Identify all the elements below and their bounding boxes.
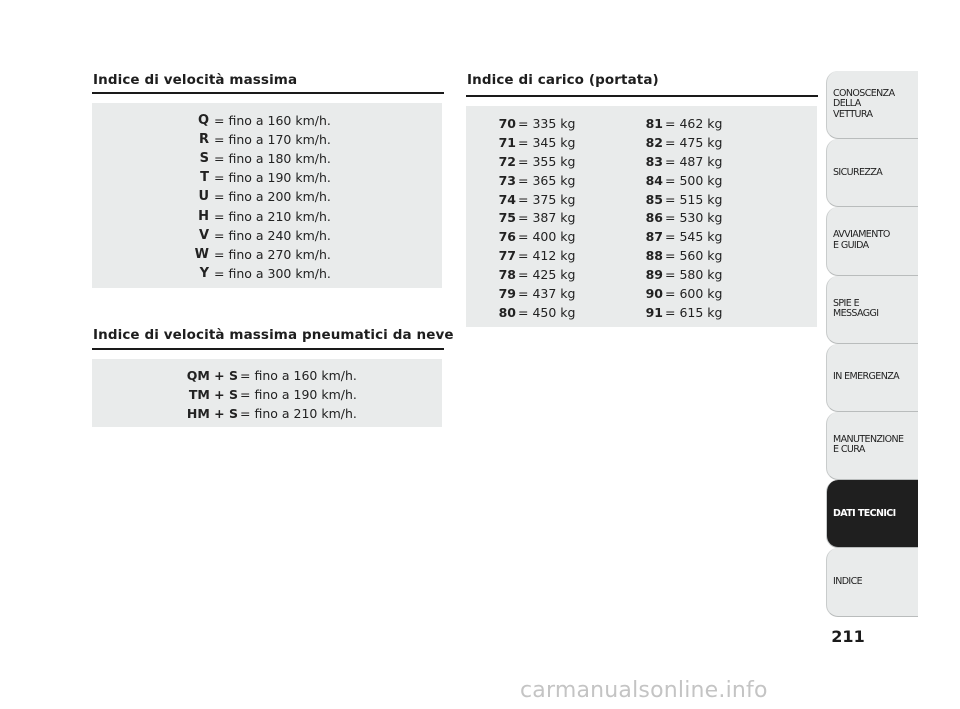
- speed-index-row: [92, 113, 442, 131]
- speed-index-row: [92, 132, 442, 150]
- load-index-row: [647, 192, 767, 211]
- load-index-row: [647, 229, 767, 248]
- snow-code: TM + S: [188, 387, 238, 402]
- speed-code: W: [194, 246, 209, 262]
- load-index-row: [500, 248, 620, 267]
- watermark: carmanualsonline.info: [520, 678, 768, 703]
- load-value: = 345 kg: [518, 134, 576, 150]
- load-index-title: Indice di carico (portata): [467, 72, 659, 88]
- speed-value: = fino a 160 km/h.: [214, 113, 331, 128]
- load-code: 84: [645, 172, 663, 188]
- speed-value: = fino a 170 km/h.: [214, 132, 331, 148]
- load-value: = 437 kg: [518, 286, 576, 302]
- load-index-row: [647, 286, 767, 305]
- chapter-tab-spie-e-messaggi[interactable]: [826, 276, 918, 344]
- load-value: = 600 kg: [665, 286, 723, 302]
- chapter-tab-indice[interactable]: [826, 548, 918, 616]
- load-code: 88: [645, 248, 663, 264]
- load-index-row: [500, 116, 620, 135]
- load-value: = 560 kg: [665, 248, 723, 264]
- speed-code: Y: [199, 265, 209, 281]
- snow-code: HM + S: [186, 406, 238, 421]
- load-code: 90: [645, 286, 663, 302]
- load-code: 78: [498, 267, 516, 283]
- load-value: = 375 kg: [518, 191, 576, 207]
- speed-value: = fino a 270 km/h.: [214, 246, 331, 262]
- load-index-panel: [466, 106, 817, 327]
- load-index-row: [500, 154, 620, 173]
- load-index-row: [500, 286, 620, 305]
- load-index-row: [647, 210, 767, 229]
- chapter-tab-dati-tecnici[interactable]: [826, 480, 918, 548]
- snow-value: = fino a 190 km/h.: [240, 387, 357, 402]
- chapter-tab-in-emergenza[interactable]: [826, 344, 918, 412]
- load-value: = 387 kg: [518, 210, 576, 226]
- chapter-tab-label: AVVIAMENTO E GUIDA: [833, 229, 890, 251]
- speed-index-row: [92, 189, 442, 207]
- snow-index-row: [92, 406, 442, 424]
- load-value: = 335 kg: [518, 116, 576, 131]
- snow-value: = fino a 210 km/h.: [240, 406, 357, 421]
- speed-code: Q: [197, 113, 209, 128]
- snow-code: QM + S: [186, 368, 238, 383]
- speed-code: H: [198, 208, 209, 224]
- load-code: 81: [645, 116, 663, 131]
- load-code: 82: [645, 134, 663, 150]
- load-code: 89: [645, 267, 663, 283]
- load-value: = 400 kg: [518, 229, 576, 245]
- load-value: = 545 kg: [665, 229, 723, 245]
- load-index-row: [647, 267, 767, 286]
- chapter-tab-label: INDICE: [833, 575, 863, 587]
- load-code: 71: [498, 134, 516, 150]
- load-code: 91: [645, 304, 663, 320]
- load-value: = 412 kg: [518, 248, 576, 264]
- speed-code: U: [198, 189, 209, 205]
- speed-code: S: [199, 151, 209, 167]
- load-index-row: [647, 154, 767, 173]
- speed-code: T: [200, 170, 209, 186]
- chapter-tab-conoscenza-della-vettura[interactable]: [826, 71, 918, 139]
- chapter-tab-label: DATI TECNICI: [833, 507, 896, 519]
- speed-title-rule: [92, 92, 444, 94]
- load-index-row: [500, 135, 620, 154]
- load-value: = 487 kg: [665, 153, 723, 169]
- load-index-row: [500, 173, 620, 192]
- speed-value: = fino a 210 km/h.: [214, 208, 331, 224]
- speed-index-row: [92, 151, 442, 169]
- snow-title-rule: [92, 348, 444, 350]
- snow-index-title: Indice di velocità massima pneumatici da neve: [93, 327, 454, 343]
- load-value: = 615 kg: [665, 304, 723, 320]
- speed-value: = fino a 240 km/h.: [214, 227, 331, 243]
- load-code: 72: [498, 153, 516, 169]
- load-index-row: [500, 229, 620, 248]
- load-code: 75: [498, 210, 516, 226]
- load-index-row: [500, 305, 620, 324]
- load-code: 73: [498, 172, 516, 188]
- page-number: 211: [831, 627, 865, 646]
- load-index-row: [500, 210, 620, 229]
- load-value: = 500 kg: [665, 172, 723, 188]
- chapter-tabs: [826, 71, 918, 617]
- speed-code: R: [198, 132, 209, 148]
- chapter-tab-label: IN EMERGENZA: [833, 371, 900, 383]
- load-index-row: [647, 248, 767, 267]
- load-value: = 365 kg: [518, 172, 576, 188]
- speed-index-row: [92, 209, 442, 227]
- speed-value: = fino a 300 km/h.: [214, 265, 331, 281]
- snow-index-row: [92, 368, 442, 386]
- load-index-row: [647, 173, 767, 192]
- load-code: 86: [645, 210, 663, 226]
- chapter-tab-label: SICUREZZA: [833, 166, 883, 178]
- load-value: = 530 kg: [665, 210, 723, 226]
- load-code: 83: [645, 153, 663, 169]
- load-title-rule: [466, 95, 818, 97]
- chapter-tab-label: CONOSCENZA DELLA VETTURA: [833, 87, 895, 120]
- load-code: 87: [645, 229, 663, 245]
- snow-index-panel: [92, 359, 442, 427]
- load-code: 80: [498, 304, 516, 320]
- speed-index-row: [92, 266, 442, 284]
- load-code: 76: [498, 229, 516, 245]
- load-value: = 462 kg: [665, 116, 723, 131]
- snow-index-row: [92, 387, 442, 405]
- chapter-tab-avviamento-e-guida[interactable]: [826, 207, 918, 275]
- speed-index-title: Indice di velocità massima: [93, 72, 298, 88]
- load-value: = 580 kg: [665, 267, 723, 283]
- load-index-row: [647, 305, 767, 324]
- speed-index-row: [92, 170, 442, 188]
- load-index-row: [500, 267, 620, 286]
- speed-value: = fino a 190 km/h.: [214, 170, 331, 186]
- speed-code: V: [198, 227, 209, 243]
- chapter-tab-sicurezza[interactable]: [826, 139, 918, 207]
- load-index-row: [647, 135, 767, 154]
- load-index-row: [647, 116, 767, 135]
- load-code: 85: [645, 191, 663, 207]
- snow-value: = fino a 160 km/h.: [240, 368, 357, 383]
- load-code: 77: [498, 248, 516, 264]
- speed-value: = fino a 200 km/h.: [214, 189, 331, 205]
- load-code: 79: [498, 286, 516, 302]
- chapter-tab-manutenzione-e-cura[interactable]: [826, 412, 918, 480]
- load-value: = 425 kg: [518, 267, 576, 283]
- load-value: = 355 kg: [518, 153, 576, 169]
- load-value: = 515 kg: [665, 191, 723, 207]
- load-value: = 450 kg: [518, 304, 576, 320]
- load-column-left: [500, 116, 620, 324]
- speed-index-row: [92, 228, 442, 246]
- speed-index-row: [92, 247, 442, 265]
- load-code: 74: [498, 191, 516, 207]
- speed-value: = fino a 180 km/h.: [214, 151, 331, 167]
- load-value: = 475 kg: [665, 134, 723, 150]
- speed-index-panel: [92, 103, 442, 288]
- chapter-tab-label: MANUTENZIONE E CURA: [833, 433, 904, 456]
- load-code: 70: [498, 116, 516, 131]
- load-index-row: [500, 192, 620, 211]
- load-column-right: [647, 116, 767, 324]
- chapter-tab-label: SPIE E MESSAGGI: [833, 297, 879, 320]
